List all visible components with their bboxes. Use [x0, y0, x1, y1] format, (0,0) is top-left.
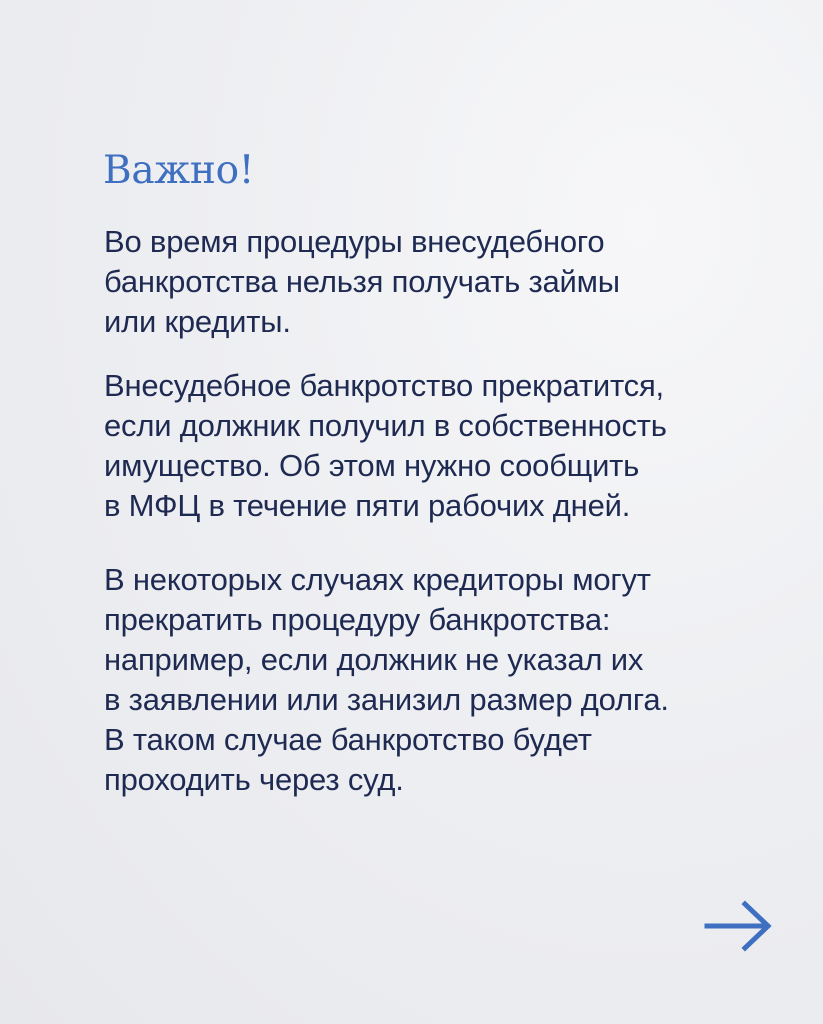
paragraph-loans-restriction — [104, 222, 794, 342]
paragraph-line: или кредиты. — [104, 304, 291, 339]
paragraph-creditors-termination — [104, 560, 794, 800]
paragraph-line: прекратить процедуру банкротства: — [104, 602, 611, 637]
heading: Важно! — [103, 148, 255, 193]
paragraph-line: в МФЦ в течение пяти рабочих дней. — [104, 488, 631, 523]
paragraph-line: банкротства нельзя получать займы — [104, 264, 620, 299]
arrow-right-icon[interactable] — [703, 898, 775, 954]
paragraph-property-termination — [104, 366, 794, 526]
paragraph-line: В некоторых случаях кредиторы могут — [104, 562, 651, 597]
paragraph-line: Внесудебное банкротство прекратится, — [104, 368, 664, 403]
paragraph-line: в заявлении или занизил размер долга. — [104, 682, 669, 717]
paragraph-line: Во время процедуры внесудебного — [104, 224, 605, 259]
paragraph-line: если должник получил в собственность — [104, 408, 667, 443]
paragraph-line: В таком случае банкротство будет — [104, 722, 592, 757]
paragraph-line: имущество. Об этом нужно сообщить — [104, 448, 640, 483]
paragraph-line: проходить через суд. — [104, 762, 404, 797]
paragraph-line: например, если должник не указал их — [104, 642, 644, 677]
